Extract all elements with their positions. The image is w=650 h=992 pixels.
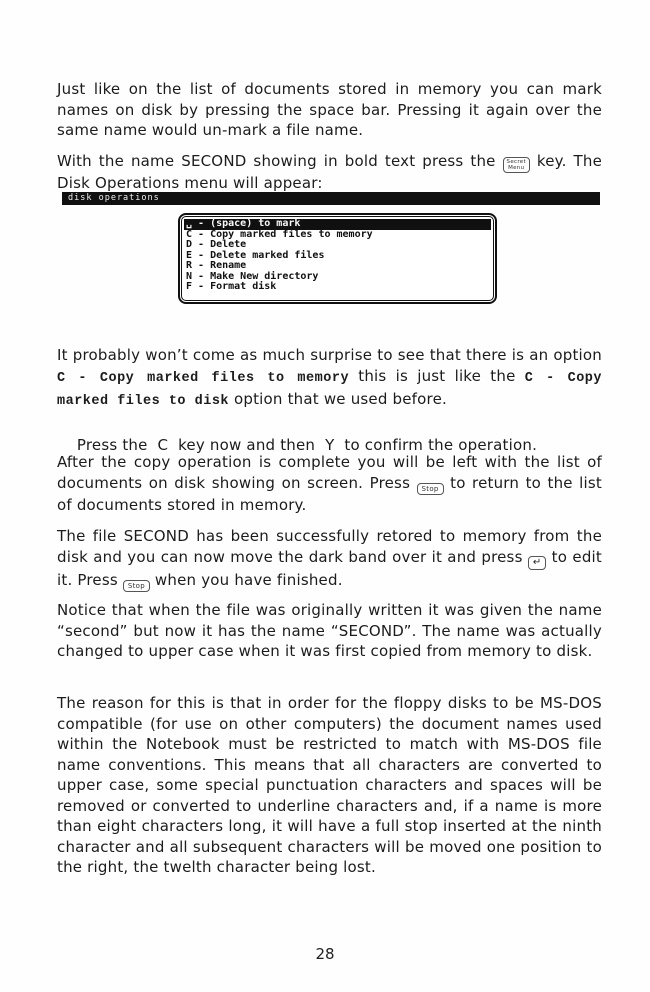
menu-item-copy-to-memory: C - Copy marked files to memory [186, 228, 373, 240]
paragraph-text: Just like on the list of documents stored in memory you can mark names on disk by pressing the space bar. Pressing it again over the same name would un-mark a file name. [57, 80, 602, 139]
paragraph-press-menu [57, 151, 602, 194]
paragraph-msdos-rules [57, 693, 602, 878]
paragraph-text: when you have finished. [149, 570, 343, 589]
paragraph-text: With the name SECOND showing in bold text press the [57, 152, 503, 170]
paragraph-text: to return to the list of documents stored in memory. [57, 473, 602, 514]
paragraph-name-case [57, 600, 602, 662]
disk-operations-menu [178, 213, 497, 304]
paragraph-text: It probably won’t come as much surprise to see that there is an option [57, 346, 602, 364]
key-label-stop: Stop [127, 581, 145, 590]
option-copy-to-memory: C - Copy marked files to memory [57, 370, 350, 386]
paragraph-copy-option [57, 345, 602, 413]
menu-item-space-to-mark: ␣ - (space) to mark [184, 219, 491, 230]
option-copy-to-disk: C - Copy marked files to disk [57, 370, 602, 409]
menu-item-rename: R - Rename [186, 260, 247, 271]
paragraph-text: option that we used before. [229, 390, 447, 408]
stop-key-icon [417, 483, 444, 495]
paragraph-after-copy [57, 452, 602, 515]
menu-item-delete: D - Delete [186, 239, 247, 250]
menu-item-make-directory: N - Make New directory [186, 270, 319, 282]
screen-title-text: disk operations [68, 193, 160, 203]
return-key-icon [528, 556, 547, 570]
menu-item-format-disk: F - Format disk [186, 281, 277, 292]
page-number: 28 [315, 945, 335, 963]
key-label-stop: Stop [421, 484, 439, 493]
paragraph-file-restored [57, 526, 602, 592]
secret-menu-key-icon [503, 157, 530, 173]
paragraph-text: this is just like the [349, 366, 525, 385]
paragraph-text: The reason for this is that in order for the floppy disks to be MS-DOS compatible (for use on other computers) the document names used within the Notebook must be restricted to match with MS-DOS file name conventions. This means that all characters are converted to upper case, some special punctuation characters and spaces will be removed or converted to underline characters and, if a name is more than eight characters long, it will have a full stop inserted at the ninth character and all subsequent characters will be moved one position to the right, the twelth character being lost. [57, 694, 602, 876]
paragraph-text: key. The Disk Operations menu will appear: [57, 152, 603, 192]
screen-title-bar [62, 192, 600, 205]
disk-operations-menu-inner [181, 216, 494, 301]
paragraph-text: After the copy operation is complete you will be left with the list of documents on disk showing on screen. Press [57, 453, 602, 492]
stop-key-icon [123, 580, 150, 592]
paragraph-text: Notice that when the file was originally written it was given the name “second” but now it has the name “SECOND”. The name was actually changed to upper case when it was first copied from memory to disk. [57, 601, 602, 660]
paragraph-text: to edit it. Press [57, 547, 602, 589]
key-label-menu: Menu [508, 165, 525, 171]
key-label-return: ↵ [532, 556, 542, 568]
menu-item-delete-marked: E - Delete marked files [186, 249, 325, 261]
key-label-secret: Secret [506, 159, 526, 165]
paragraph-marking-files [57, 79, 602, 141]
paragraph-text: Press the C key now and then Y to confirm the operation. [76, 435, 538, 454]
paragraph-text: The file SECOND has been successfully retored to memory from the disk and you can now move the dark band over it and press [57, 527, 602, 566]
